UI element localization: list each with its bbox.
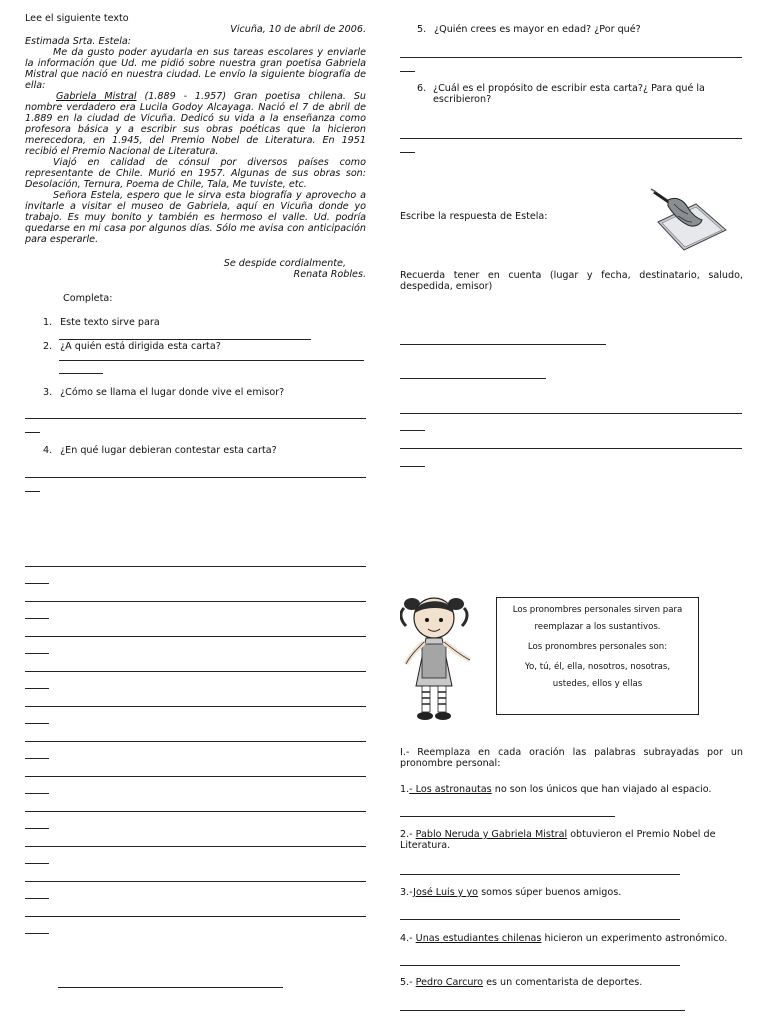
- letter-greeting: Estimada Srta. Estela:: [25, 36, 132, 47]
- instruction-header: Lee el siguiente texto: [25, 13, 129, 24]
- question-number: 5.: [417, 24, 427, 35]
- sentence-2: [400, 829, 743, 851]
- writing-line[interactable]: [25, 863, 49, 864]
- letter-date: Vicuña, 10 de abril de 2006.: [230, 24, 366, 35]
- letter-paragraph-1: Me da gusto poder ayudarla en sus tareas escolares y enviarle la información que Ud. me pidió sobre nuestra gran poetisa Gabriela Mistral que nació en nuestra ciudad. Le envío la siguiente biografía de ella:: [25, 47, 366, 91]
- box-line: ustedes, ellos y ellas: [552, 679, 643, 689]
- writing-line[interactable]: [400, 378, 546, 379]
- question-2: [43, 341, 221, 352]
- box-line: Yo, tú, él, ella, nosotros, nosotras,: [524, 662, 671, 672]
- underlined-words: Pedro Carcuro: [415, 977, 484, 988]
- answer-line[interactable]: [400, 152, 415, 153]
- sentence-number: 5.-: [400, 977, 416, 988]
- writing-line[interactable]: [25, 881, 366, 882]
- writing-line[interactable]: [25, 723, 49, 724]
- writing-line[interactable]: [25, 706, 366, 707]
- answer-line[interactable]: [400, 919, 680, 920]
- writing-line[interactable]: [400, 466, 425, 467]
- question-text: ¿En qué lugar debieran contestar esta carta?: [60, 445, 277, 456]
- answer-line[interactable]: [400, 1010, 685, 1011]
- sentence-3: [400, 887, 621, 898]
- question-text: ¿Quién crees es mayor en edad? ¿Por qué?: [434, 24, 641, 35]
- answer-line[interactable]: [400, 71, 415, 72]
- sentence-4: [400, 933, 727, 944]
- writing-line[interactable]: [25, 688, 49, 689]
- underlined-words: - Los astronautas: [409, 784, 492, 795]
- exercise-instruction: I.- Reemplaza en cada oración las palabras subrayadas por un pronombre personal:: [400, 747, 743, 769]
- sentence-5: [400, 977, 642, 988]
- letter-paragraph-3: Viajó en calidad de cónsul por diversos países como representante de Chile. Murió en 1957. Algunas de sus obras son: Desolación, Ternura, Poema de Chile, Tala, Me tuviste, etc.: [25, 157, 366, 190]
- answer-line[interactable]: [25, 432, 40, 433]
- letter-paragraph-2: [25, 91, 366, 157]
- answer-line[interactable]: [400, 57, 742, 58]
- writing-line[interactable]: [25, 846, 366, 847]
- box-line: Los pronombres personales son:: [527, 642, 668, 652]
- letter-signature: Renata Robles.: [293, 269, 366, 280]
- sentence-text: hicieron un experimento astronómico.: [541, 933, 728, 944]
- writing-line[interactable]: [25, 776, 366, 777]
- letter-paragraph-4: Señora Estela, espero que le sirva esta biografía y aprovecho a invitarle a visitar el museo de Gabriela, aquí en Vicuña donde yo trabajo. Es muy bonito y también es hermoso el valle. Ud. podría quedarse en mi casa por algunos días. Sólo me avisa con anticipación para esperarle.: [25, 190, 366, 245]
- answer-line[interactable]: [25, 477, 366, 478]
- question-number: 3.: [43, 387, 53, 398]
- writing-hand-icon: [648, 186, 728, 252]
- question-3: [43, 387, 284, 398]
- writing-line[interactable]: [25, 793, 49, 794]
- sentence-text: es un comentarista de deportes.: [483, 977, 643, 988]
- letter-body: [25, 47, 366, 245]
- answer-line[interactable]: [400, 816, 615, 817]
- question-text: ¿A quién está dirigida esta carta?: [60, 341, 221, 352]
- sentence-number: 4.-: [400, 933, 416, 944]
- answer-line[interactable]: [400, 874, 680, 875]
- box-line: Los pronombres personales sirven para: [512, 605, 683, 615]
- question-1: [43, 317, 160, 328]
- writing-line[interactable]: [25, 653, 49, 654]
- question-6: [417, 83, 743, 105]
- writing-line[interactable]: [400, 448, 742, 449]
- estela-prompt: Escribe la respuesta de Estela:: [400, 211, 548, 222]
- sentence-number: 2.-: [400, 829, 416, 840]
- writing-line[interactable]: [25, 758, 49, 759]
- writing-line[interactable]: [25, 671, 366, 672]
- answer-line[interactable]: [59, 373, 103, 374]
- answer-line[interactable]: [59, 360, 364, 361]
- sentence-text: obtuvieron el Premio Nobel de Literatura.: [400, 829, 716, 851]
- question-number: 1.: [43, 317, 53, 328]
- writing-line[interactable]: [25, 898, 49, 899]
- writing-line[interactable]: [400, 413, 742, 414]
- answer-line[interactable]: [25, 491, 40, 492]
- bio-text: (1.889 - 1.957) Gran poetisa chilena. Su nombre verdadero era Lucila Godoy Alcayaga. Nació el 7 de abril de 1.889 en la ciudad de Vicuña. Dedicó su vida a la enseñanza como profesora básica y a escribir sus obras poéticas que la hicieron merecedora, en 1.945, del Premio Nobel de Literatura. En 1951 recibió el Premio Nacional de Literatura.: [25, 91, 367, 157]
- writing-line[interactable]: [25, 583, 49, 584]
- recuerda-note: Recuerda tener en cuenta (lugar y fecha, destinatario, saludo, despedida, emisor): [400, 270, 743, 292]
- writing-line[interactable]: [25, 916, 366, 917]
- question-5: [417, 24, 641, 35]
- sentence-text: no son los únicos que han viajado al espacio.: [491, 784, 712, 795]
- underlined-words: Pablo Neruda y Gabriela Mistral: [415, 829, 568, 840]
- sentence-1: [400, 784, 711, 795]
- writing-line[interactable]: [25, 566, 366, 567]
- answer-line[interactable]: [59, 339, 311, 340]
- writing-line[interactable]: [25, 811, 366, 812]
- underlined-words: José Luis y yo: [413, 887, 479, 898]
- answer-line[interactable]: [25, 418, 366, 419]
- question-number: 6.: [417, 83, 427, 94]
- question-text: Este texto sirve para: [60, 317, 160, 328]
- question-text: ¿Cómo se llama el lugar donde vive el emisor?: [60, 387, 285, 398]
- girl-illustration: [400, 590, 480, 724]
- box-line: reemplazar a los sustantivos.: [534, 622, 661, 632]
- writing-line[interactable]: [25, 828, 49, 829]
- signature-line[interactable]: [58, 987, 283, 988]
- writing-line[interactable]: [400, 344, 606, 345]
- writing-line[interactable]: [25, 636, 366, 637]
- writing-line[interactable]: [25, 618, 49, 619]
- completa-label: Completa:: [63, 293, 113, 304]
- underlined-words: Unas estudiantes chilenas: [415, 933, 542, 944]
- sentence-text: somos súper buenos amigos.: [478, 887, 622, 898]
- question-number: 4.: [43, 445, 53, 456]
- letter-closing: Se despide cordialmente,: [223, 258, 346, 269]
- writing-line[interactable]: [25, 933, 49, 934]
- question-4: [43, 445, 277, 456]
- sentence-number: 3.-: [400, 887, 414, 898]
- bio-name: Gabriela Mistral: [56, 91, 137, 102]
- writing-line[interactable]: [400, 430, 425, 431]
- writing-line[interactable]: [25, 741, 366, 742]
- question-number: 2.: [43, 341, 53, 352]
- pronouns-info-box: [496, 597, 699, 715]
- writing-line[interactable]: [25, 601, 366, 602]
- question-text: ¿Cuál es el propósito de escribir esta carta?¿ Para qué la escribieron?: [433, 83, 705, 105]
- sentence-number: 1.: [400, 784, 410, 795]
- answer-line[interactable]: [400, 965, 680, 966]
- answer-line[interactable]: [400, 138, 742, 139]
